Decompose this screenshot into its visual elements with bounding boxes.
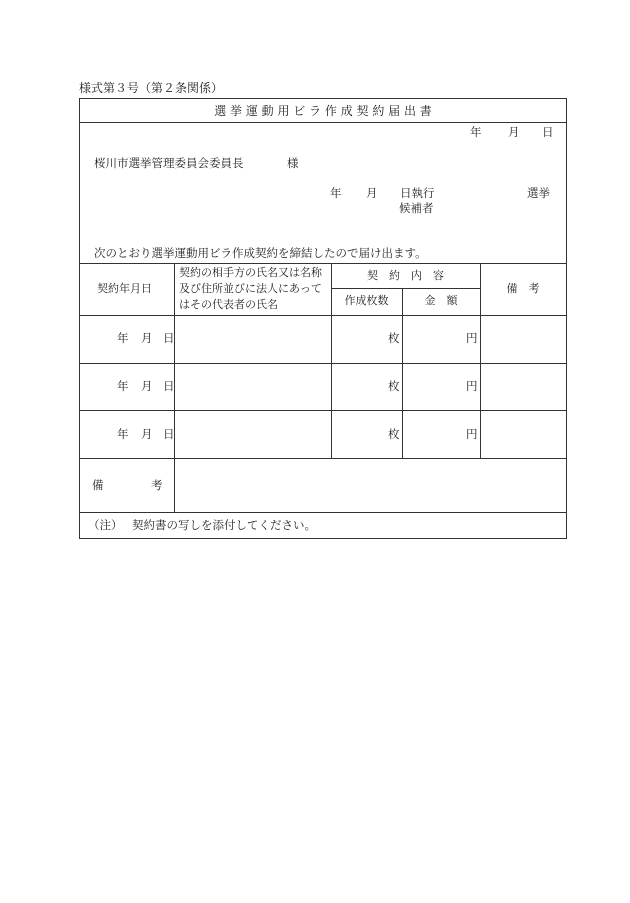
row-sheets-unit: 枚 <box>388 331 400 345</box>
row-day-label: 日 <box>163 379 175 393</box>
row-yen-unit: 円 <box>466 379 478 393</box>
remarks-col-divider <box>174 458 175 512</box>
header-contract-content: 契 約 内 容 <box>367 269 444 282</box>
row-yen-unit: 円 <box>466 427 478 441</box>
row-divider-3 <box>80 458 566 459</box>
info-divider <box>80 263 566 264</box>
row-yen-unit: 円 <box>466 331 478 345</box>
row-month-label: 月 <box>141 379 153 393</box>
header-contract-date: 契約年月日 <box>97 282 152 295</box>
row-month-label: 月 <box>141 427 153 441</box>
header-remarks: 備 考 <box>506 282 540 295</box>
remarks-label-left: 備 <box>92 478 104 492</box>
row-sheets-unit: 枚 <box>388 379 400 393</box>
date-year-label: 年 <box>470 125 482 139</box>
addressee-honorific: 様 <box>287 156 299 170</box>
row-sheets-unit: 枚 <box>388 427 400 441</box>
addressee-name: 桜川市選挙管理委員会委員長 <box>94 156 244 170</box>
title-divider <box>80 122 566 123</box>
notification-form <box>79 98 567 539</box>
remarks-bottom-divider <box>80 512 566 513</box>
row-divider-1 <box>80 363 566 364</box>
candidate-label: 候補者 <box>399 201 434 215</box>
row-year-label: 年 <box>117 331 129 345</box>
row-day-label: 日 <box>163 331 175 345</box>
note-marker: （注） <box>88 518 123 532</box>
election-day-exec-label: 日執行 <box>400 186 435 200</box>
date-day-label: 日 <box>542 125 554 139</box>
col-divider-3 <box>402 288 403 459</box>
form-number-label: 様式第３号（第２条関係） <box>79 81 224 95</box>
header-bottom-divider <box>80 315 566 316</box>
note-text: 契約書の写しを添付してください。 <box>132 518 316 532</box>
row-divider-2 <box>80 410 566 411</box>
row-month-label: 月 <box>141 331 153 345</box>
statement-text: 次のとおり選挙運動用ビラ作成契約を締結したので届け出ます。 <box>94 246 427 260</box>
date-month-label: 月 <box>508 125 520 139</box>
election-type-label: 選挙 <box>527 186 550 200</box>
election-year-label: 年 <box>330 186 342 200</box>
row-year-label: 年 <box>117 379 129 393</box>
header-quantity: 作成枚数 <box>344 294 389 307</box>
election-month-label: 月 <box>366 186 378 200</box>
col-divider-2 <box>331 263 332 459</box>
content-subheader-divider <box>331 288 480 289</box>
header-counterparty: 契約の相手方の氏名又は名称及び住所並びに法人にあってはその代表者の氏名 <box>179 266 322 311</box>
row-year-label: 年 <box>117 427 129 441</box>
header-amount: 金 額 <box>424 294 458 307</box>
remarks-label-right: 考 <box>151 478 163 492</box>
row-day-label: 日 <box>163 427 175 441</box>
form-title: 選 挙 運 動 用 ビ ラ 作 成 契 約 届 出 書 <box>214 104 432 118</box>
